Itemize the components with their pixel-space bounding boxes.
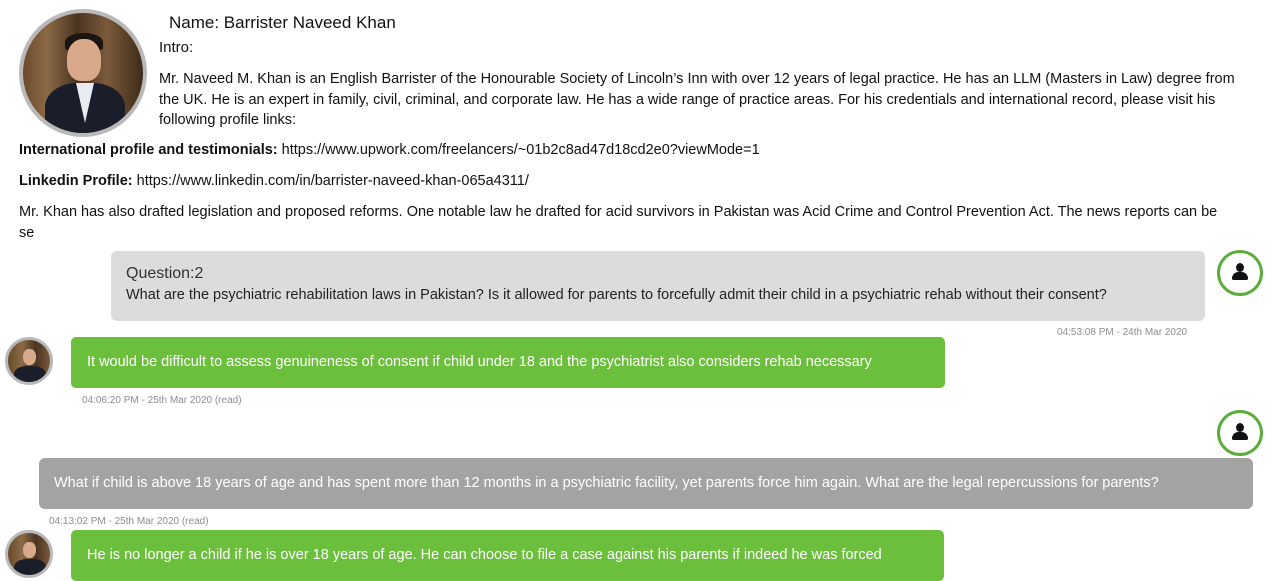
user-icon	[1217, 250, 1263, 296]
linkedin-profile-label: Linkedin Profile:	[19, 173, 133, 189]
international-profile-row	[19, 140, 760, 161]
message-timestamp: 04:06:20 PM - 25th Mar 2020 (read)	[82, 395, 242, 406]
international-profile-link[interactable]: https://www.upwork.com/freelancers/~01b2c8ad47d18cd2e0?viewMode=1	[281, 142, 760, 158]
expert-answer-bubble: It would be difficult to assess genuineness of consent if child under 18 and the psychiatrist also considers rehab necessary	[71, 337, 945, 388]
question-title: Question:2	[126, 265, 204, 282]
customer-question-bubble	[111, 251, 1205, 321]
legislation-note: Mr. Khan has also drafted legislation and proposed reforms. One notable law he drafted for acid survivors in Pakistan was Acid Crime and Control Prevention Act. The news reports can be se	[19, 204, 1218, 241]
intro-label: Intro:	[159, 39, 194, 56]
lawyer-name: Name: Barrister Naveed Khan	[169, 13, 396, 32]
message-timestamp: 04:53:08 PM - 24th Mar 2020	[1057, 327, 1188, 338]
linkedin-profile-row	[19, 171, 529, 192]
lawyer-avatar	[5, 337, 53, 385]
user-icon	[1217, 410, 1263, 456]
profile-photo	[19, 9, 147, 137]
expert-answer-bubble: He is no longer a child if he is over 18 years of age. He can choose to file a case against his parents if indeed he was forced	[71, 530, 944, 581]
international-profile-label: International profile and testimonials:	[19, 142, 278, 158]
message-timestamp: 04:13:02 PM - 25th Mar 2020 (read)	[49, 516, 209, 527]
question-text: What are the psychiatric rehabilitation laws in Pakistan? Is it allowed for parents to forcefully admit their child in a psychiatric rehab without their consent?	[126, 287, 1107, 303]
customer-followup-bubble: What if child is above 18 years of age and has spent more than 12 months in a psychiatric facility, yet parents force him again. What are the legal repercussions for parents?	[39, 458, 1253, 509]
lawyer-bio: Mr. Naveed M. Khan is an English Barrister of the Honourable Society of Lincoln’s Inn with over 12 years of legal practice. He has an LLM (Masters in Law) degree from the UK. He is an expert in family, civil, criminal, and corporate law. He has a wide range of practice areas. For his credentials and international record, please visit his following profile links:	[159, 71, 1235, 128]
linkedin-profile-link[interactable]: https://www.linkedin.com/in/barrister-naveed-khan-065a4311/	[136, 173, 529, 189]
lawyer-avatar	[5, 530, 53, 578]
